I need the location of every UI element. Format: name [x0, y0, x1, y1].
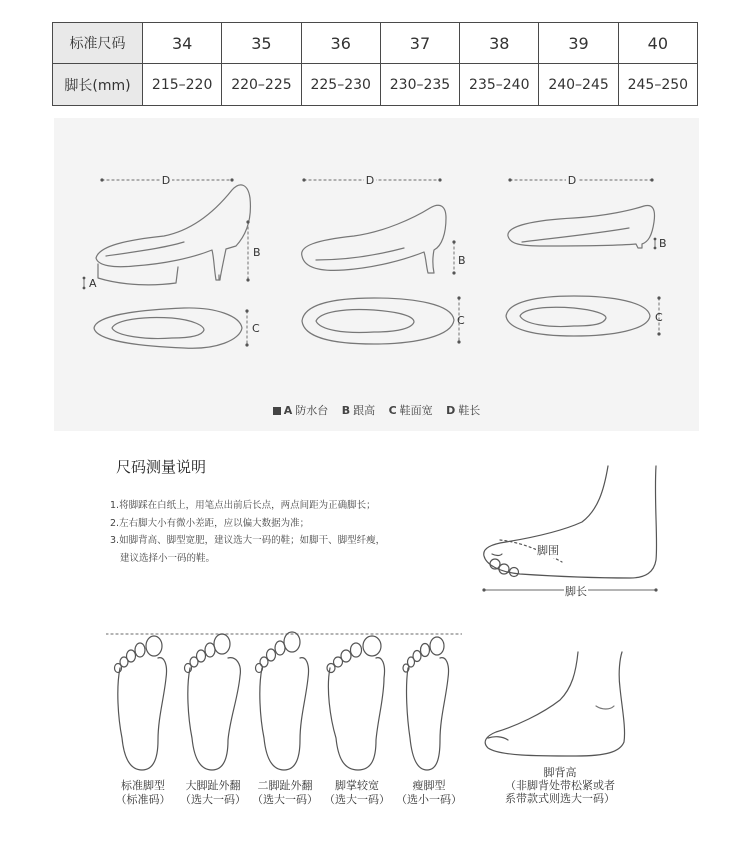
- foot-types-illustration: [106, 628, 462, 778]
- size-cell: 39: [539, 23, 618, 64]
- legend-key: D: [446, 404, 456, 417]
- foot-bunion-second-toe: [256, 632, 309, 770]
- instruction-step: 1.将脚踩在白纸上，用笔点出前后长点，两点间距为正确脚长；: [110, 500, 376, 511]
- foot-type-advice: （选大一码）: [180, 793, 246, 806]
- flat-shoe-side: [508, 206, 655, 248]
- size-cell: 40: [618, 23, 697, 64]
- instep-caption: [490, 766, 630, 805]
- instruction-step: 3.如脚背高、脚型宽肥，建议选大一码的鞋；如脚干、脚型纤瘦，: [110, 535, 386, 546]
- foot-type-advice: （标准码）: [115, 793, 171, 806]
- shoe-diagram: [54, 118, 699, 431]
- instep-note-line: 系带款式则选大一码）: [505, 792, 615, 805]
- foot-type-caption: [320, 779, 394, 807]
- foot-type-advice: （选大一码）: [324, 793, 390, 806]
- foot-bunion-big-toe: [185, 634, 241, 770]
- dim-b-label: B: [458, 254, 466, 267]
- dim-d-label: D: [365, 174, 375, 187]
- length-cell: 240–245: [539, 64, 618, 106]
- legend-key: C: [388, 404, 397, 417]
- platform-pump-side: [96, 185, 250, 285]
- foot-type-caption: [106, 779, 180, 807]
- length-cell: 235–240: [460, 64, 539, 106]
- instruction-step: 建议选择小一码的鞋。: [120, 552, 216, 564]
- instep-title: 脚背高: [543, 766, 577, 779]
- size-cell: 36: [301, 23, 380, 64]
- length-row: [53, 64, 698, 106]
- dim-d-label: D: [161, 174, 171, 187]
- foot-type-name: 标准脚型: [121, 779, 165, 792]
- length-cell: 230–235: [380, 64, 459, 106]
- dim-a-label: A: [89, 277, 97, 290]
- dim-c-label: C: [457, 314, 465, 327]
- foot-type-name: 瘦脚型: [412, 779, 446, 792]
- length-cell: 215–220: [143, 64, 222, 106]
- size-cell: 37: [380, 23, 459, 64]
- size-row: [53, 23, 698, 64]
- foot-type-name: 二脚趾外翻: [257, 779, 313, 792]
- instructions-title: 尺码测量说明: [116, 458, 207, 476]
- legend-key: B: [341, 404, 351, 417]
- length-row-header: 脚长(mm): [53, 64, 143, 106]
- flat-shoe-top: [506, 296, 650, 336]
- legend-item-a: [273, 402, 329, 418]
- length-label: 脚长: [565, 585, 587, 598]
- dim-c-label: C: [655, 311, 663, 324]
- dim-b-label: B: [659, 237, 667, 250]
- size-cell: 35: [222, 23, 301, 64]
- foot-standard: [115, 636, 167, 770]
- shoe-diagram-panel: [54, 118, 699, 431]
- legend-text: 防水台: [295, 404, 329, 417]
- instep-note-line: （非脚背处带松紧或者: [505, 779, 615, 792]
- dim-b-label: B: [253, 246, 261, 259]
- dim-d-label: D: [567, 174, 577, 187]
- length-cell: 245–250: [618, 64, 697, 106]
- dimension-legend: [54, 402, 699, 418]
- foot-type-caption: [392, 779, 466, 807]
- foot-wide: [327, 636, 385, 770]
- foot-type-advice: （选大一码）: [252, 793, 318, 806]
- length-cell: 225–230: [301, 64, 380, 106]
- dim-c-label: C: [252, 322, 260, 335]
- size-cell: 38: [460, 23, 539, 64]
- legend-key: A: [283, 404, 293, 417]
- kitten-pump-top: [302, 298, 454, 344]
- foot-instep-view: [476, 648, 646, 764]
- instruction-step: 2.左右脚大小有微小差距，应以偏大数据为准；: [110, 517, 310, 529]
- foot-type-caption: [248, 779, 322, 807]
- platform-pump-top: [94, 308, 242, 348]
- foot-type-caption: [176, 779, 250, 807]
- legend-item-b: [342, 402, 375, 418]
- foot-type-name: 脚掌较宽: [335, 779, 379, 792]
- size-row-header: 标准尺码: [53, 23, 143, 64]
- instructions-list: [110, 497, 450, 567]
- size-table: [52, 22, 698, 106]
- legend-item-c: [389, 402, 433, 418]
- legend-text: 跟高: [353, 404, 376, 417]
- foot-type-advice: （选小一码）: [396, 793, 462, 806]
- girth-label: 脚围: [537, 544, 559, 557]
- kitten-pump-side: [302, 205, 446, 273]
- legend-text: 鞋长: [458, 404, 481, 417]
- foot-type-name: 大脚趾外翻: [185, 779, 241, 792]
- length-cell: 220–225: [222, 64, 301, 106]
- legend-text: 鞋面宽: [399, 404, 433, 417]
- size-cell: 34: [143, 23, 222, 64]
- foot-slim: [403, 637, 449, 770]
- legend-square-icon: [273, 407, 281, 415]
- legend-item-d: [446, 402, 480, 418]
